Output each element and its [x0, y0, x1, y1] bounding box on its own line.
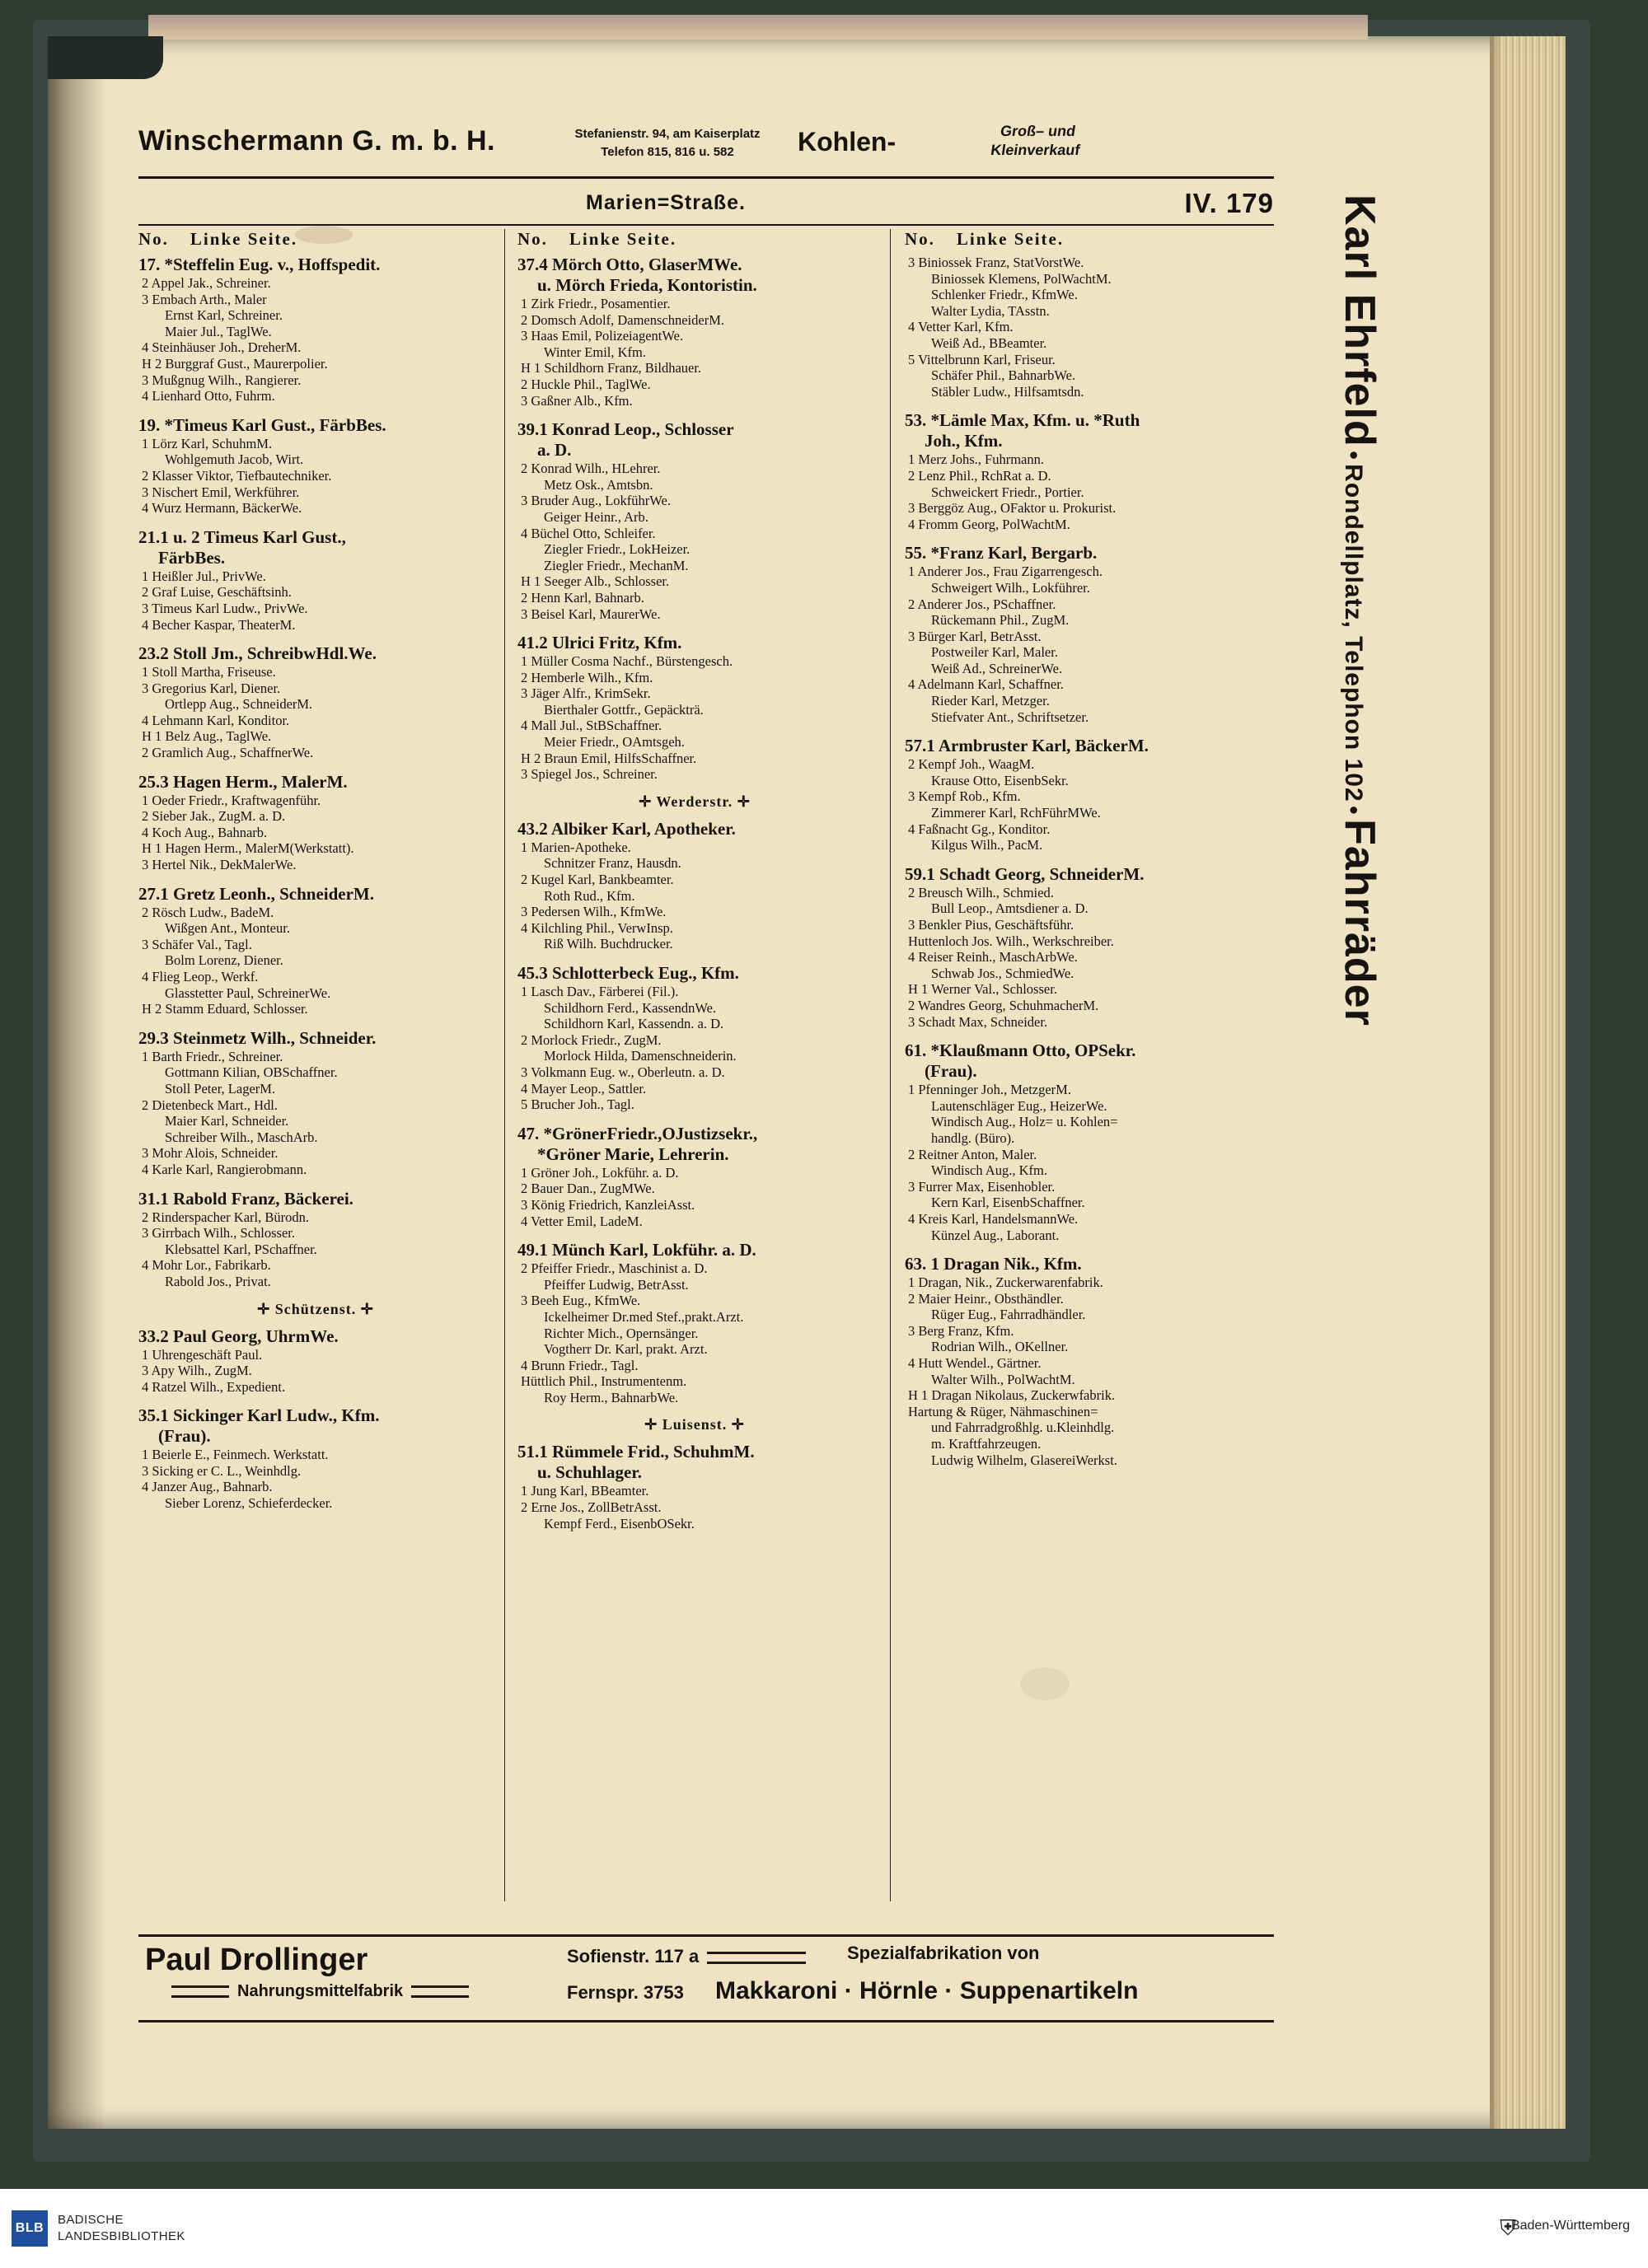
- bottom-ad-subtitle-wrap: [163, 1982, 477, 2001]
- resident-line: 1 Lasch Dav., Färberei (Fil.).: [521, 984, 679, 999]
- side-ad-name: Karl Ehrfeld: [1336, 194, 1383, 447]
- resident-line: 3 Pedersen Wilh., KfmWe.: [521, 904, 667, 920]
- resident-line: 3 Mußgnug Wilh., Rangierer.: [142, 372, 302, 388]
- resident-line: 2 Graf Luise, Geschäftsinh.: [142, 584, 292, 601]
- ad-divider-rule: [138, 176, 1274, 179]
- advertiser-product: Kohlen-: [798, 127, 897, 157]
- resident-line: Schweickert Friedr., Portier.: [931, 484, 1084, 500]
- side-ad-separator-2: •: [1340, 806, 1367, 816]
- column-header-side-1: Linke Seite.: [190, 229, 298, 249]
- resident-line: Walter Lydia, TAsstn.: [931, 302, 1050, 319]
- bottom-ad-products: Makkaroni · Hörnle · Suppenartikeln: [715, 1977, 1139, 2004]
- resident-line: 2 Reitner Anton, Maler.: [908, 1146, 1037, 1162]
- column-body-3: [905, 255, 1259, 1468]
- column-body-1: [138, 255, 493, 1512]
- resident-line: 1 Merz Johs., Fuhrmann.: [908, 451, 1044, 468]
- resident-line: Rückemann Phil., ZugM.: [931, 612, 1070, 629]
- resident-line: 3 Gaßner Alb., Kfm.: [521, 392, 633, 409]
- resident-line: 3 Furrer Max, Eisenhobler.: [908, 1178, 1056, 1195]
- resident-line: Kilgus Wilh., PacM.: [931, 837, 1043, 853]
- resident-line: 2 Rinderspacher Karl, Bürodn.: [142, 1209, 309, 1225]
- resident-line: H 1 Hagen Herm., MalerM(Werkstatt).: [142, 840, 354, 857]
- scan-corner-shadow: [48, 36, 163, 79]
- column-header-no-2: No.: [517, 229, 548, 249]
- house-owner-line: 25.3 Hagen Herm., MalerM.: [138, 771, 348, 792]
- resident-line: Ernst Karl, Schreiner.: [165, 307, 283, 324]
- resident-line: 4 Steinhäuser Joh., DreherM.: [142, 339, 302, 356]
- resident-line: 4 Mall Jul., StBSchaffner.: [521, 718, 662, 734]
- sales-line-1: Groß– und: [999, 123, 1077, 139]
- column-header-side-2: Linke Seite.: [569, 229, 677, 249]
- resident-line: 1 Heißler Jul., PrivWe.: [142, 568, 266, 584]
- bottom-ad-brand: Paul Drollinger: [145, 1943, 368, 1977]
- house-owner-line: 43.2 Albiker Karl, Apotheker.: [517, 818, 736, 839]
- decorative-rule-right: [411, 1985, 469, 1998]
- advertiser-address-line1: Stefanienstr. 94, am Kaiserplatz: [574, 127, 761, 141]
- column-divider-1: [504, 229, 505, 1901]
- resident-line: Postweiler Karl, Maler.: [931, 644, 1058, 661]
- resident-line: Ludwig Wilhelm, GlasereiWerkst.: [931, 1452, 1117, 1468]
- house-owner-line: 41.2 Ulrici Fritz, Kfm.: [517, 633, 682, 653]
- resident-line: 3 Beeh Eug., KfmWe.: [521, 1293, 641, 1309]
- house-entry: [138, 1028, 493, 1178]
- resident-line: Metz Osk., Amtsbn.: [544, 476, 653, 493]
- library-name: [58, 2212, 185, 2245]
- resident-line: 2 Gramlich Aug., SchaffnerWe.: [142, 745, 314, 761]
- resident-line: 3 Girrbach Wilh., Schlosser.: [142, 1225, 296, 1242]
- side-ad-address: Rondellplatz, Telephon 102: [1340, 464, 1367, 802]
- resident-line: 3 Schadt Max, Schneider.: [908, 1013, 1048, 1030]
- house-owner-line: 37.4 Mörch Otto, GlaserMWe.: [517, 255, 742, 274]
- book-gutter-shadow: [48, 36, 105, 2129]
- header-divider-rule: [138, 224, 1274, 226]
- resident-line: 4 Mayer Leop., Sattler.: [521, 1080, 647, 1097]
- resident-line: 2 Hemberle Wilh., Kfm.: [521, 669, 653, 685]
- resident-line: 1 Gröner Joh., Lokführ. a. D.: [521, 1164, 679, 1181]
- resident-line: 2 Lenz Phil., RchRat a. D.: [908, 467, 1051, 484]
- house-entry: [905, 543, 1259, 725]
- resident-line: 3 Benkler Pius, Geschäftsführ.: [908, 917, 1074, 933]
- resident-line: 4 Flieg Leop., Werkf.: [142, 969, 259, 984]
- resident-line: H 1 Dragan Nikolaus, Zuckerwfabrik.: [908, 1387, 1116, 1404]
- resident-line: 3 Gregorius Karl, Diener.: [142, 680, 281, 696]
- column-header-3: [905, 229, 1259, 250]
- resident-line: 2 Rösch Ludw., BadeM.: [142, 904, 274, 920]
- resident-line: 2 Dietenbeck Mart., Hdl.: [142, 1097, 278, 1113]
- resident-line: 3 Haas Emil, PolizeiagentWe.: [521, 328, 684, 344]
- resident-line: Winter Emil, Kfm.: [544, 344, 646, 360]
- house-owner-line: 49.1 Münch Karl, Lokführ. a. D.: [517, 1240, 756, 1260]
- resident-line: Gottmann Kilian, OBSchaffner.: [165, 1064, 338, 1081]
- resident-line: Schildhorn Karl, Kassendn. a. D.: [544, 1016, 724, 1032]
- resident-line: Schäfer Phil., BahnarbWe.: [931, 367, 1076, 384]
- house-owner-line: 21.1 u. 2 Timeus Karl Gust.,: [138, 526, 346, 547]
- cross-street-divider: ✛ Schützenst. ✛: [257, 1300, 374, 1317]
- library-name-line2: LANDESBIBLIOTHEK: [58, 2229, 185, 2243]
- side-ad-separator-1: •: [1340, 451, 1367, 461]
- decorative-rule-left: [171, 1985, 229, 1998]
- resident-line: Biniossek Klemens, PolWachtM.: [931, 270, 1112, 287]
- resident-line: 2 Huckle Phil., TaglWe.: [521, 376, 651, 392]
- resident-line: Stoll Peter, LagerM.: [165, 1080, 276, 1097]
- house-entry: [905, 410, 1259, 532]
- resident-line: Zimmerer Karl, RchFührMWe.: [931, 805, 1101, 821]
- house-entry: [138, 255, 493, 404]
- resident-line: 4 Mohr Lor., Fabrikarb.: [142, 1257, 271, 1274]
- house-entry: [138, 1405, 493, 1511]
- column-divider-2: [890, 229, 891, 1901]
- resident-line: Ortlepp Aug., SchneiderM.: [165, 696, 313, 713]
- resident-line: Rodrian Wilh., OKellner.: [931, 1339, 1069, 1355]
- bottom-ad-rule-top: [138, 1934, 1274, 1937]
- resident-line: 5 Brucher Joh., Tagl.: [521, 1097, 634, 1113]
- resident-line: 3 Kempf Rob., Kfm.: [908, 788, 1021, 805]
- resident-line: 4 Wurz Hermann, BäckerWe.: [142, 500, 302, 517]
- blb-logo: BLB: [12, 2210, 48, 2247]
- resident-line: 1 Müller Cosma Nachf., Bürstengesch.: [521, 653, 733, 670]
- resident-line: 1 Oeder Friedr., Kraftwagenführ.: [142, 792, 321, 808]
- resident-line: handlg. (Büro).: [931, 1129, 1015, 1146]
- resident-line: 3 König Friedrich, KanzleiAsst.: [521, 1196, 695, 1213]
- resident-line: 2 Morlock Friedr., ZugM.: [521, 1031, 662, 1048]
- bottom-ad-address: Sofienstr. 117 a: [567, 1946, 700, 1966]
- house-owner-line: 19. *Timeus Karl Gust., FärbBes.: [138, 414, 386, 435]
- resident-line: Vogtherr Dr. Karl, prakt. Arzt.: [544, 1341, 708, 1358]
- resident-line: Windisch Aug., Holz= u. Kohlen=: [931, 1114, 1118, 1130]
- column-header-no-1: No.: [138, 229, 169, 249]
- resident-line: 1 Lörz Karl, SchuhmM.: [142, 435, 273, 451]
- resident-line: 2 Wandres Georg, SchuhmacherM.: [908, 997, 1099, 1013]
- cross-street-divider: ✛ Luisenst. ✛: [644, 1416, 745, 1433]
- resident-line: Ziegler Friedr., MechanM.: [544, 557, 689, 573]
- house-owner-line: 55. *Franz Karl, Bergarb.: [905, 543, 1098, 563]
- column-header-no-3: No.: [905, 229, 935, 249]
- house-entry: [517, 1240, 872, 1405]
- resident-line: Hartung & Rüger, Nähmaschinen=: [908, 1403, 1098, 1419]
- resident-line: 3 Biniossek Franz, StatVorstWe.: [908, 255, 1084, 270]
- bottom-ad-address-wrap: [567, 1946, 814, 1967]
- resident-line: Huttenloch Jos. Wilh., Werkschreiber.: [908, 933, 1114, 949]
- column-header-2: [517, 229, 872, 250]
- bottom-advertisement: [138, 1934, 1274, 2025]
- house-owner-line: 31.1 Rabold Franz, Bäckerei.: [138, 1188, 353, 1209]
- resident-line: 4 Vetter Emil, LadeM.: [521, 1213, 643, 1229]
- resident-line: 4 Kreis Karl, HandelsmannWe.: [908, 1210, 1079, 1227]
- resident-line: 2 Kugel Karl, Bankbeamter.: [521, 872, 674, 888]
- resident-line: 2 Maier Heinr., Obsthändler.: [908, 1290, 1064, 1307]
- resident-line: 4 Kilchling Phil., VerwInsp.: [521, 919, 673, 936]
- resident-line: 3 Hertel Nik., DekMalerWe.: [142, 857, 297, 873]
- resident-line: 2 Breusch Wilh., Schmied.: [908, 884, 1054, 900]
- resident-line: 3 Volkmann Eug. w., Oberleutn. a. D.: [521, 1064, 725, 1080]
- resident-line: 4 Vetter Karl, Kfm.: [908, 319, 1014, 335]
- resident-line: 3 Nischert Emil, Werkführer.: [142, 484, 300, 500]
- resident-line: 3 Apy Wilh., ZugM.: [142, 1363, 252, 1379]
- house-owner-line-continued: u. Schuhlager.: [537, 1462, 643, 1483]
- resident-line: 2 Anderer Jos., PSchaffner.: [908, 596, 1056, 612]
- advertiser-phone: Telefon 815, 816 u. 582: [601, 145, 734, 159]
- house-owner-line: 45.3 Schlotterbeck Eug., Kfm.: [517, 963, 739, 983]
- resident-line: 3 Embach Arth., Maler: [142, 291, 267, 307]
- resident-line: 1 Dragan, Nik., Zuckerwarenfabrik.: [908, 1274, 1103, 1291]
- house-entry: [517, 419, 872, 622]
- house-owner-line: 39.1 Konrad Leop., Schlosser: [517, 419, 734, 440]
- scan-blemish: [295, 226, 353, 244]
- house-entry: [517, 1124, 872, 1229]
- resident-line: Bierthaler Gottfr., Gepäckträ.: [544, 701, 704, 718]
- advertiser-sales-type: [927, 122, 1146, 160]
- house-owner-line: 47. *GrönerFriedr.,OJustizsekr.,: [517, 1123, 758, 1143]
- resident-line: 2 Domsch Adolf, DamenschneiderM.: [521, 311, 724, 328]
- resident-line: 3 Berggöz Aug., OFaktor u. Prokurist.: [908, 500, 1117, 517]
- resident-line: 4 Reiser Reinh., MaschArbWe.: [908, 949, 1078, 966]
- resident-line: 2 Bauer Dan., ZugMWe.: [521, 1181, 655, 1197]
- baden-wuerttemberg-crest-icon: ⛨: [1500, 2216, 1516, 2240]
- house-owner-line: 57.1 Armbruster Karl, BäckerM.: [905, 736, 1149, 756]
- house-entry: [138, 643, 493, 761]
- resident-line: 2 Pfeiffer Friedr., Maschinist a. D.: [521, 1260, 708, 1277]
- resident-line: Weiß Ad., BBeamter.: [931, 334, 1047, 351]
- resident-line: Ickelheimer Dr.med Stef.,prakt.Arzt.: [544, 1308, 744, 1325]
- resident-line: H 2 Braun Emil, HilfsSchaffner.: [521, 750, 697, 766]
- resident-line: Schildhorn Ferd., KassendnWe.: [544, 999, 717, 1016]
- resident-line: Schnitzer Franz, Hausdn.: [544, 855, 681, 872]
- house-owner-line-continued: a. D.: [537, 440, 572, 461]
- resident-line: 3 Jäger Alfr., KrimSekr.: [521, 685, 651, 702]
- house-entry: [517, 819, 872, 952]
- resident-line: Windisch Aug., Kfm.: [931, 1162, 1047, 1179]
- resident-line: 1 Beierle E., Feinmech. Werkstatt.: [142, 1447, 329, 1463]
- street-title: Marien=Straße.: [586, 191, 746, 214]
- resident-line: 3 Berg Franz, Kfm.: [908, 1322, 1014, 1339]
- resident-line: 4 Brunn Friedr., Tagl.: [521, 1357, 639, 1373]
- bottom-ad-subtitle: Nahrungsmittelfabrik: [237, 1982, 404, 2000]
- house-owner-line-continued: FärbBes.: [158, 547, 226, 568]
- resident-line: Maier Jul., TaglWe.: [165, 323, 272, 339]
- resident-line: 3 Beisel Karl, MaurerWe.: [521, 606, 661, 622]
- state-name: Baden-Württemberg: [1510, 2219, 1630, 2233]
- resident-line: 3 Spiegel Jos., Schreiner.: [521, 766, 658, 783]
- resident-line: 2 Appel Jak., Schreiner.: [142, 275, 271, 291]
- resident-line: Geiger Heinr., Arb.: [544, 508, 648, 525]
- resident-line: 2 Kempf Joh., WaagM.: [908, 756, 1035, 773]
- resident-line: 4 Ratzel Wilh., Expedient.: [142, 1378, 286, 1395]
- advertiser-name: Winschermann G. m. b. H.: [138, 125, 495, 157]
- house-entry: [905, 1040, 1259, 1243]
- house-owner-line: 61. *Klaußmann Otto, OPSekr.: [905, 1040, 1136, 1061]
- house-entry: [138, 772, 493, 873]
- resident-line: Schweigert Wilh., Lokführer.: [931, 579, 1090, 596]
- resident-line: Walter Wilh., PolWachtM.: [931, 1371, 1075, 1387]
- house-owner-line: 53. *Lämle Max, Kfm. u. *Ruth: [905, 410, 1140, 431]
- resident-line: H 1 Werner Val., Schlosser.: [908, 981, 1057, 998]
- resident-line: 4 Lehmann Karl, Konditor.: [142, 712, 290, 728]
- house-owner-line: 23.2 Stoll Jm., SchreibwHdl.We.: [138, 643, 377, 664]
- resident-line: Richter Mich., Opernsänger.: [544, 1325, 699, 1341]
- resident-line: Rabold Jos., Privat.: [165, 1273, 271, 1289]
- house-entry: [517, 963, 872, 1113]
- house-entry: [138, 415, 493, 517]
- resident-line: 5 Vittelbrunn Karl, Friseur.: [908, 351, 1056, 367]
- decorative-rule-addr: [707, 1952, 806, 1964]
- resident-line: 3 Bruder Aug., LokführWe.: [521, 493, 671, 509]
- resident-line: Wohlgemuth Jacob, Wirt.: [165, 451, 304, 468]
- resident-line: H 1 Belz Aug., TaglWe.: [142, 728, 272, 745]
- house-entry: [138, 527, 493, 633]
- house-entry: [905, 255, 1259, 400]
- resident-line: 4 Fromm Georg, PolWachtM.: [908, 516, 1070, 532]
- bottom-ad-rule-bottom: [138, 2020, 1274, 2022]
- cross-street-divider: ✛ Werderstr. ✛: [639, 793, 751, 810]
- house-owner-line: 17. *Steffelin Eug. v., Hoffspedit.: [138, 255, 381, 274]
- sales-line-2: Kleinverkauf: [990, 142, 1081, 158]
- resident-line: Riß Wilh. Buchdrucker.: [544, 936, 673, 952]
- resident-line: 4 Karle Karl, Rangierobmann.: [142, 1161, 307, 1177]
- resident-line: m. Kraftfahrzeugen.: [931, 1436, 1042, 1452]
- resident-line: Weiß Ad., SchreinerWe.: [931, 660, 1063, 676]
- resident-line: Lautenschläger Eug., HeizerWe.: [931, 1097, 1107, 1114]
- scan-blemish: [1020, 1667, 1070, 1700]
- resident-line: Schreiber Wilh., MaschArb.: [165, 1129, 318, 1145]
- page-content: [124, 112, 1450, 2106]
- resident-line: Stäbler Ludw., Hilfsamtsdn.: [931, 383, 1084, 400]
- house-owner-line: 29.3 Steinmetz Wilh., Schneider.: [138, 1027, 377, 1048]
- bottom-ad-phone: Fernspr. 3753: [567, 1982, 684, 2003]
- resident-line: Glasstetter Paul, SchreinerWe.: [165, 984, 331, 1001]
- resident-line: Schlenker Friedr., KfmWe.: [931, 287, 1078, 303]
- resident-line: 3 Bürger Karl, BetrAsst.: [908, 628, 1042, 644]
- resident-line: Künzel Aug., Laborant.: [931, 1227, 1060, 1243]
- book-fore-edge: [1490, 36, 1566, 2129]
- resident-line: 1 Stoll Martha, Friseuse.: [142, 664, 276, 680]
- top-advertisement: [138, 122, 1274, 181]
- resident-line: 1 Barth Friedr., Schreiner.: [142, 1048, 283, 1064]
- resident-line: und Fahrradgroßhlg. u.Kleinhdlg.: [931, 1419, 1115, 1436]
- directory-column-3: [905, 229, 1259, 1901]
- directory-column-2: [517, 229, 872, 1901]
- resident-line: 2 Konrad Wilh., HLehrer.: [521, 461, 661, 477]
- house-owner-line-continued: *Gröner Marie, Lehrerin.: [537, 1143, 729, 1164]
- resident-line: Wißgen Ant., Monteur.: [165, 920, 290, 937]
- house-entry: [138, 884, 493, 1017]
- book-spine-top: [148, 15, 1368, 40]
- resident-line: 2 Henn Karl, Bahnarb.: [521, 589, 644, 606]
- side-ad-product: Fahrräder: [1336, 819, 1383, 1026]
- resident-line: Rieder Karl, Metzger.: [931, 693, 1050, 709]
- resident-line: 4 Lienhard Otto, Fuhrm.: [142, 388, 275, 404]
- resident-line: H 1 Seeger Alb., Schlosser.: [521, 573, 670, 590]
- resident-line: 2 Erne Jos., ZollBetrAsst.: [521, 1499, 662, 1516]
- side-advertisement: [1294, 194, 1442, 1883]
- resident-line: 1 Anderer Jos., Frau Zigarrengesch.: [908, 563, 1103, 580]
- resident-line: Bolm Lorenz, Diener.: [165, 952, 283, 969]
- resident-line: H 2 Burggraf Gust., Maurerpolier.: [142, 355, 328, 372]
- resident-line: H 1 Schildhorn Franz, Bildhauer.: [521, 360, 702, 376]
- resident-line: 4 Büchel Otto, Schleifer.: [521, 525, 656, 541]
- page-number: IV. 179: [1184, 188, 1274, 218]
- resident-line: 3 Schäfer Val., Tagl.: [142, 936, 252, 952]
- scan-footer: [0, 2189, 1648, 2268]
- page-header: [138, 188, 1274, 226]
- resident-line: Morlock Hilda, Damenschneiderin.: [544, 1048, 737, 1064]
- house-owner-line-continued: Joh., Kfm.: [925, 431, 1003, 451]
- resident-line: 4 Hutt Wendel., Gärtner.: [908, 1355, 1042, 1372]
- house-entry: [138, 1326, 493, 1396]
- house-entry: [517, 1442, 872, 1531]
- house-entry: [138, 1189, 493, 1290]
- house-entry: [905, 736, 1259, 853]
- column-header-side-3: Linke Seite.: [956, 229, 1065, 249]
- resident-line: Sieber Lorenz, Schieferdecker.: [165, 1495, 333, 1512]
- resident-line: Krause Otto, EisenbSekr.: [931, 772, 1069, 788]
- library-name-line1: BADISCHE: [58, 2213, 124, 2227]
- resident-line: 3 Mohr Alois, Schneider.: [142, 1145, 279, 1162]
- house-owner-line-continued: u. Mörch Frieda, Kontoristin.: [537, 275, 757, 295]
- resident-line: 3 Timeus Karl Ludw., PrivWe.: [142, 600, 308, 616]
- directory-columns: [138, 229, 1274, 1901]
- resident-line: 4 Adelmann Karl, Schaffner.: [908, 676, 1064, 693]
- resident-line: 4 Janzer Aug., Bahnarb.: [142, 1479, 273, 1495]
- resident-line: 3 Sicking er C. L., Weinhdlg.: [142, 1462, 302, 1479]
- side-ad-text: [1335, 194, 1384, 1414]
- resident-line: Meier Friedr., OAmtsgeh.: [544, 734, 685, 751]
- resident-line: H 2 Stamm Eduard, Schlosser.: [142, 1001, 308, 1017]
- directory-column-1: [138, 229, 493, 1901]
- house-entry: [905, 864, 1259, 1030]
- resident-line: Bull Leop., Amtsdiener a. D.: [931, 900, 1089, 917]
- scanned-book-page: [48, 36, 1566, 2129]
- bottom-ad-spec: Spezialfabrikation von: [847, 1943, 1040, 1963]
- house-entry: [517, 255, 872, 409]
- resident-line: 2 Sieber Jak., ZugM. a. D.: [142, 808, 286, 825]
- house-entry: [905, 1254, 1259, 1468]
- advertiser-address: [544, 125, 791, 161]
- resident-line: Kern Karl, EisenbSchaffner.: [931, 1195, 1085, 1211]
- resident-line: 1 Pfenninger Joh., MetzgerM.: [908, 1082, 1071, 1098]
- resident-line: Ziegler Friedr., LokHeizer.: [544, 541, 691, 558]
- resident-line: Rüger Eug., Fahrradhändler.: [931, 1307, 1086, 1323]
- house-owner-line-continued: (Frau).: [158, 1426, 211, 1447]
- house-owner-line: 63. 1 Dragan Nik., Kfm.: [905, 1254, 1082, 1274]
- resident-line: Roy Herm., BahnarbWe.: [544, 1389, 679, 1405]
- resident-line: Klebsattel Karl, PSchaffner.: [165, 1241, 317, 1257]
- resident-line: Hüttlich Phil., Instrumentenm.: [521, 1373, 687, 1390]
- resident-line: Schwab Jos., SchmiedWe.: [931, 965, 1074, 981]
- house-owner-line: 51.1 Rümmele Frid., SchuhmM.: [517, 1442, 755, 1462]
- resident-line: 2 Klasser Viktor, Tiefbautechniker.: [142, 467, 332, 484]
- house-owner-line: 35.1 Sickinger Karl Ludw., Kfm.: [138, 1405, 380, 1426]
- resident-line: 1 Marien-Apotheke.: [521, 839, 631, 855]
- resident-line: Kempf Ferd., EisenbOSekr.: [544, 1515, 695, 1531]
- column-body-2: [517, 255, 872, 1531]
- resident-line: 4 Becher Kaspar, TheaterM.: [142, 616, 296, 633]
- resident-line: Pfeiffer Ludwig, BetrAsst.: [544, 1276, 689, 1293]
- house-owner-line: 27.1 Gretz Leonh., SchneiderM.: [138, 883, 375, 904]
- resident-line: Roth Rud., Kfm.: [544, 887, 635, 904]
- house-owner-line: 59.1 Schadt Georg, SchneiderM.: [905, 863, 1145, 884]
- resident-line: 4 Koch Aug., Bahnarb.: [142, 824, 268, 840]
- house-owner-line-continued: (Frau).: [925, 1061, 977, 1082]
- resident-line: Stiefvater Ant., Schriftsetzer.: [931, 708, 1089, 725]
- resident-line: 1 Jung Karl, BBeamter.: [521, 1483, 649, 1499]
- house-owner-line: 33.2 Paul Georg, UhrmWe.: [138, 1326, 339, 1346]
- resident-line: 1 Uhrengeschäft Paul.: [142, 1346, 263, 1363]
- resident-line: Maier Karl, Schneider.: [165, 1113, 289, 1129]
- house-entry: [517, 633, 872, 783]
- resident-line: 4 Faßnacht Gg., Konditor.: [908, 821, 1051, 837]
- resident-line: 1 Zirk Friedr., Posamentier.: [521, 296, 671, 311]
